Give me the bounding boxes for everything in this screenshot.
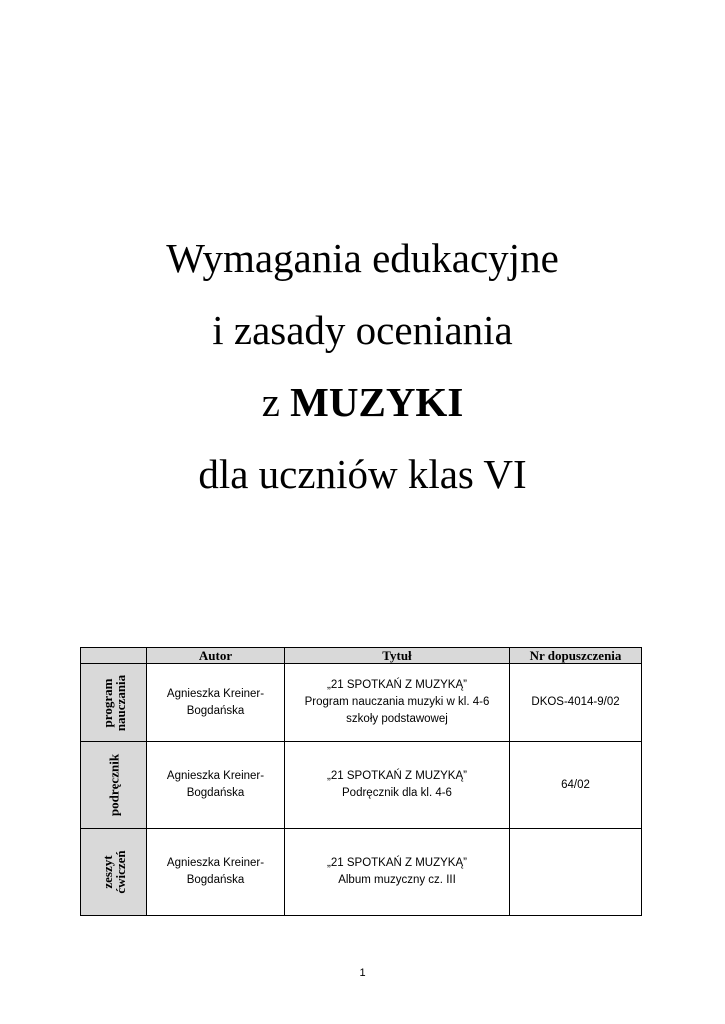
row-label-cell [81,742,147,829]
author-cell [147,742,285,829]
author-cell [147,664,285,742]
title-cell-line: „21 SPOTKAŃ Z MUZYKĄ” [327,770,467,782]
author-line: Bogdańska [186,874,245,886]
page-number: 1 [359,967,366,979]
title-cell-line: „21 SPOTKAŃ Z MUZYKĄ” [327,857,467,869]
materials-table [80,647,642,916]
title-cell-line: Program nauczania muzyki w kl. 4-6 [304,696,490,708]
header-approval: Nr dopuszczenia [510,648,642,664]
table-row [81,664,642,742]
author-cell [147,829,285,916]
approval-cell: DKOS-4014-9/02 [510,664,642,742]
title-line-3 [0,366,725,438]
row-label-line: program [99,678,115,727]
table-header-row [81,648,642,664]
row-label-cell [81,829,147,916]
author-line: Bogdańska [186,704,245,717]
row-label-line: nauczania [112,674,128,731]
title-cell-line: „21 SPOTKAŃ Z MUZYKĄ” [327,679,467,691]
title-cell-line: szkoły podstawowej [346,713,448,725]
approval-cell [510,829,642,916]
title-cell [285,829,510,916]
row-label-cell [81,664,147,742]
header-author: Autor [147,648,285,664]
row-label-line: podręcznik [106,753,121,817]
row-label [101,674,127,730]
title-subject: MUZYKI [290,379,464,425]
title-line-1: Wymagania edukacyjne [166,235,559,281]
title-line-3-prefix: z [261,379,291,425]
title-line-2: i zasady oceniania [212,307,513,353]
title-cell [285,742,510,829]
title-cell-line: Album muzyczny cz. III [338,874,456,886]
table-row [81,829,642,916]
document-title [0,222,725,510]
row-label-line: ćwiczeń [112,850,128,894]
title-cell [285,664,510,742]
author-line: Bogdańska [186,787,245,799]
table-row [81,742,642,829]
approval-cell: 64/02 [510,742,642,829]
header-title: Tytuł [285,648,510,664]
title-line-4: dla uczniów klas VI [198,451,527,497]
row-label [107,754,120,816]
author-line: Agnieszka Kreiner- [166,687,265,700]
row-label-line: zeszyt [99,855,115,889]
author-line: Agnieszka Kreiner- [166,857,265,869]
title-cell-line: Podręcznik dla kl. 4-6 [342,787,452,799]
table-corner-cell [81,648,147,664]
row-label [101,850,127,893]
author-line: Agnieszka Kreiner- [166,770,265,782]
